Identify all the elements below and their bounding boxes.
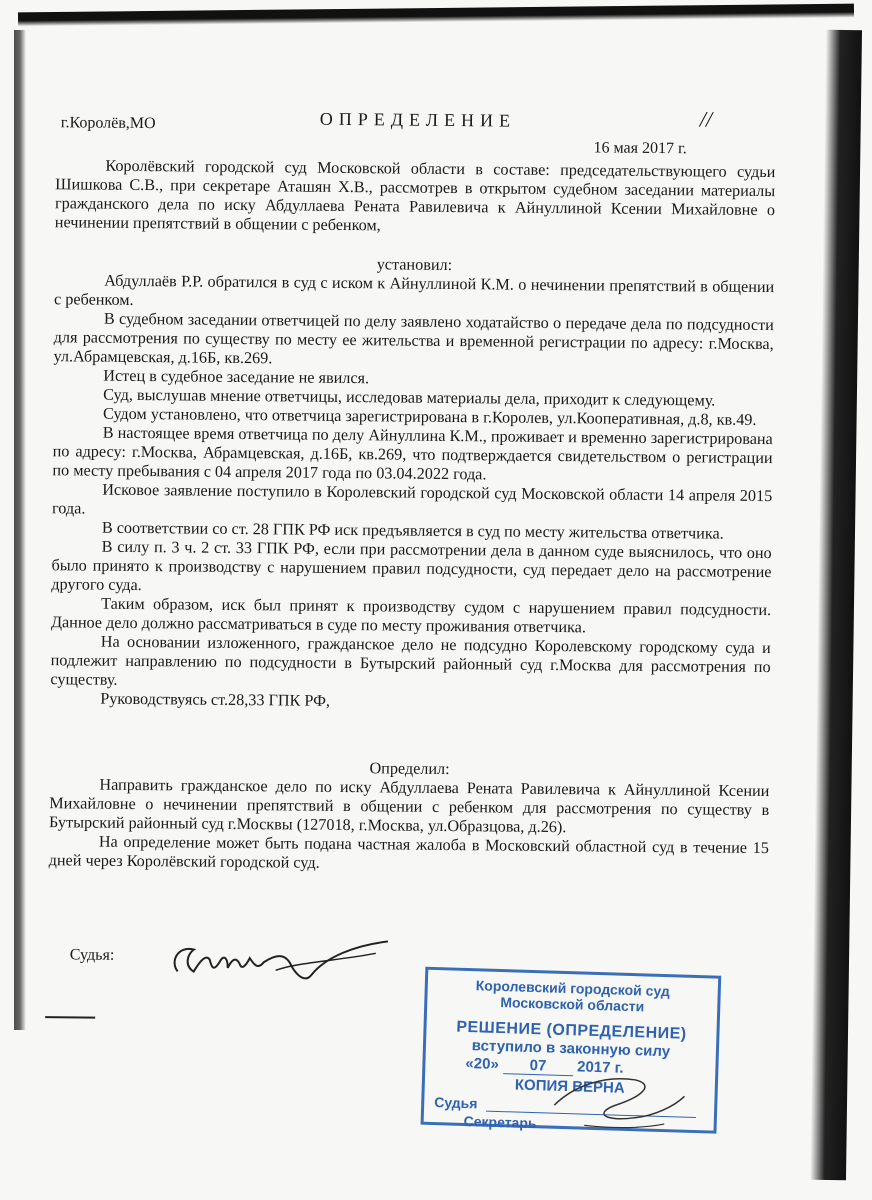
- signature-dash: [45, 1016, 95, 1018]
- document-page: [24, 100, 804, 1187]
- stamp-date: «20» 07 2017 г.: [465, 1054, 624, 1077]
- stamp-date-month: 07: [503, 1056, 574, 1076]
- paragraph-7: Исковое заявление поступило в Королевский городской суд Московской области 14 апреля 2015 года.: [51, 480, 773, 518]
- document-date: 16 мая 2017 г.: [593, 139, 687, 158]
- stamp-effective: вступило в законную силу: [471, 1037, 671, 1061]
- stamp-judge-label: Судья: [434, 1094, 478, 1112]
- heading-established: установил:: [376, 255, 453, 275]
- stamp-copy-true: КОПИЯ ВЕРНА: [514, 1076, 625, 1097]
- document-place: г.Королёв,МО: [60, 114, 156, 133]
- paragraph-5: Судом установлено, что ответчица зарегистрирована в г.Королев, ул.Кооперативная, д.8, кв.49.: [102, 404, 757, 429]
- heading-ruled: Определил:: [369, 759, 450, 779]
- judge-signature: [165, 931, 396, 993]
- paragraph-4: Суд, выслушав мнение ответчицы, исследовав материалы дела, приходит к следующему.: [103, 385, 716, 410]
- scan-edge-top: [18, 4, 854, 27]
- paragraph-10: Таким образом, иск был принят к производству судом с нарушением правил подсудности. Данное дело должно рассматриваться в суде по месту проживания ответчика.: [50, 594, 772, 637]
- paragraph-14: На определение может быть подана частная жалоба в Московский областной суд в течение 15 дней через Королёвский городской суд.: [48, 832, 769, 872]
- scan-edge-right: [810, 30, 862, 1180]
- scan-edge-left: [14, 30, 26, 1030]
- stamp-decision: РЕШЕНИЕ (ОПРЕДЕЛЕНИЕ): [456, 1018, 687, 1043]
- stamp-region: Московской области: [500, 994, 645, 1015]
- judge-signature-label: Судья:: [69, 946, 115, 964]
- stamp-court-name: Королевский городской суд: [475, 977, 671, 1000]
- stamp-date-day: 20: [473, 1055, 491, 1073]
- stamp-signature: [544, 1065, 695, 1136]
- paragraph-intro: Королёвский городской суд Московской области в составе: председательствующего судьи Шишкова С.В., при секретаре Аташян Х.В., рассмотрев в открытом судебном заседании материалы гражданского дела по иску Абдуллаева Рената Равилевича к Айнуллиной Ксении Михайловне о нечинении препятствий в общении с ребенком,: [54, 156, 776, 235]
- spacer: [50, 708, 770, 743]
- paragraph-8: В соответствии со ст. 28 ГПК РФ иск предъявляется в суд по месту жительства ответчика.: [101, 518, 724, 543]
- paragraph-13: Направить гражданское дело по иску Абдуллаева Рената Равилевича к Айнуллиной Ксении Михайловне о нечинении препятствий в общении с ребенком для рассмотрения по существу в Бутырский районный суд г.Москвы (127018, г.Москва, ул.Образцова, д.26).: [48, 775, 770, 837]
- document-title: ОПРЕДЕЛЕНИЕ: [319, 108, 517, 131]
- paragraph-9: В силу п. 3 ч. 2 ст. 33 ГПК РФ, если при рассмотрении дела в данном суде выяснилось, что оно было принято к производству с нарушением правил подсудности, суд передает дело на рассмотрение другого суда.: [51, 537, 772, 595]
- paragraph-11: На основании изложенного, гражданское дело не подсудно Королевскому городскому суда и подлежит направлению по подсудности в Бутырский районный суд г.Москва для рассмотрения по существу.: [50, 632, 771, 689]
- document-body: [49, 156, 776, 877]
- paragraph-2: В судебном заседании ответчицей по делу заявлено ходатайство о передаче дела по подсудности для рассмотрения по существу по месту ее жительства и временной регистрации по адресу: г.Москва, ул.Абрамцевская, д.16Б, кв.269.: [53, 309, 774, 368]
- stamp-date-year-suffix: 17: [593, 1058, 611, 1077]
- paragraph-12: Руководствуясь ст.28,33 ГПК РФ,: [100, 689, 331, 710]
- paragraph-1: Абдуллаёв Р.Р. обратился в суд с иском к Айнуллиной К.М. о нечинении препятствий в общении с ребенком.: [54, 271, 775, 309]
- stamp-date-year-prefix: 20: [576, 1058, 595, 1076]
- corner-mark: //: [699, 106, 713, 132]
- paragraph-3: Истец в судебное заседание не явился.: [103, 366, 370, 388]
- paragraph-6: В настоящее время ответчица по делу Айнуллина К.М., проживает и временно зарегистрирована по адресу: г.Москва, Абрамцевская, д.16Б, кв.269, что подтверждается свидетельством о регистрации по месту пребывания с 04 апреля 2017 года по 03.04.2022 года.: [52, 423, 773, 484]
- stamp-secretary-label: Секретарь: [463, 1112, 537, 1132]
